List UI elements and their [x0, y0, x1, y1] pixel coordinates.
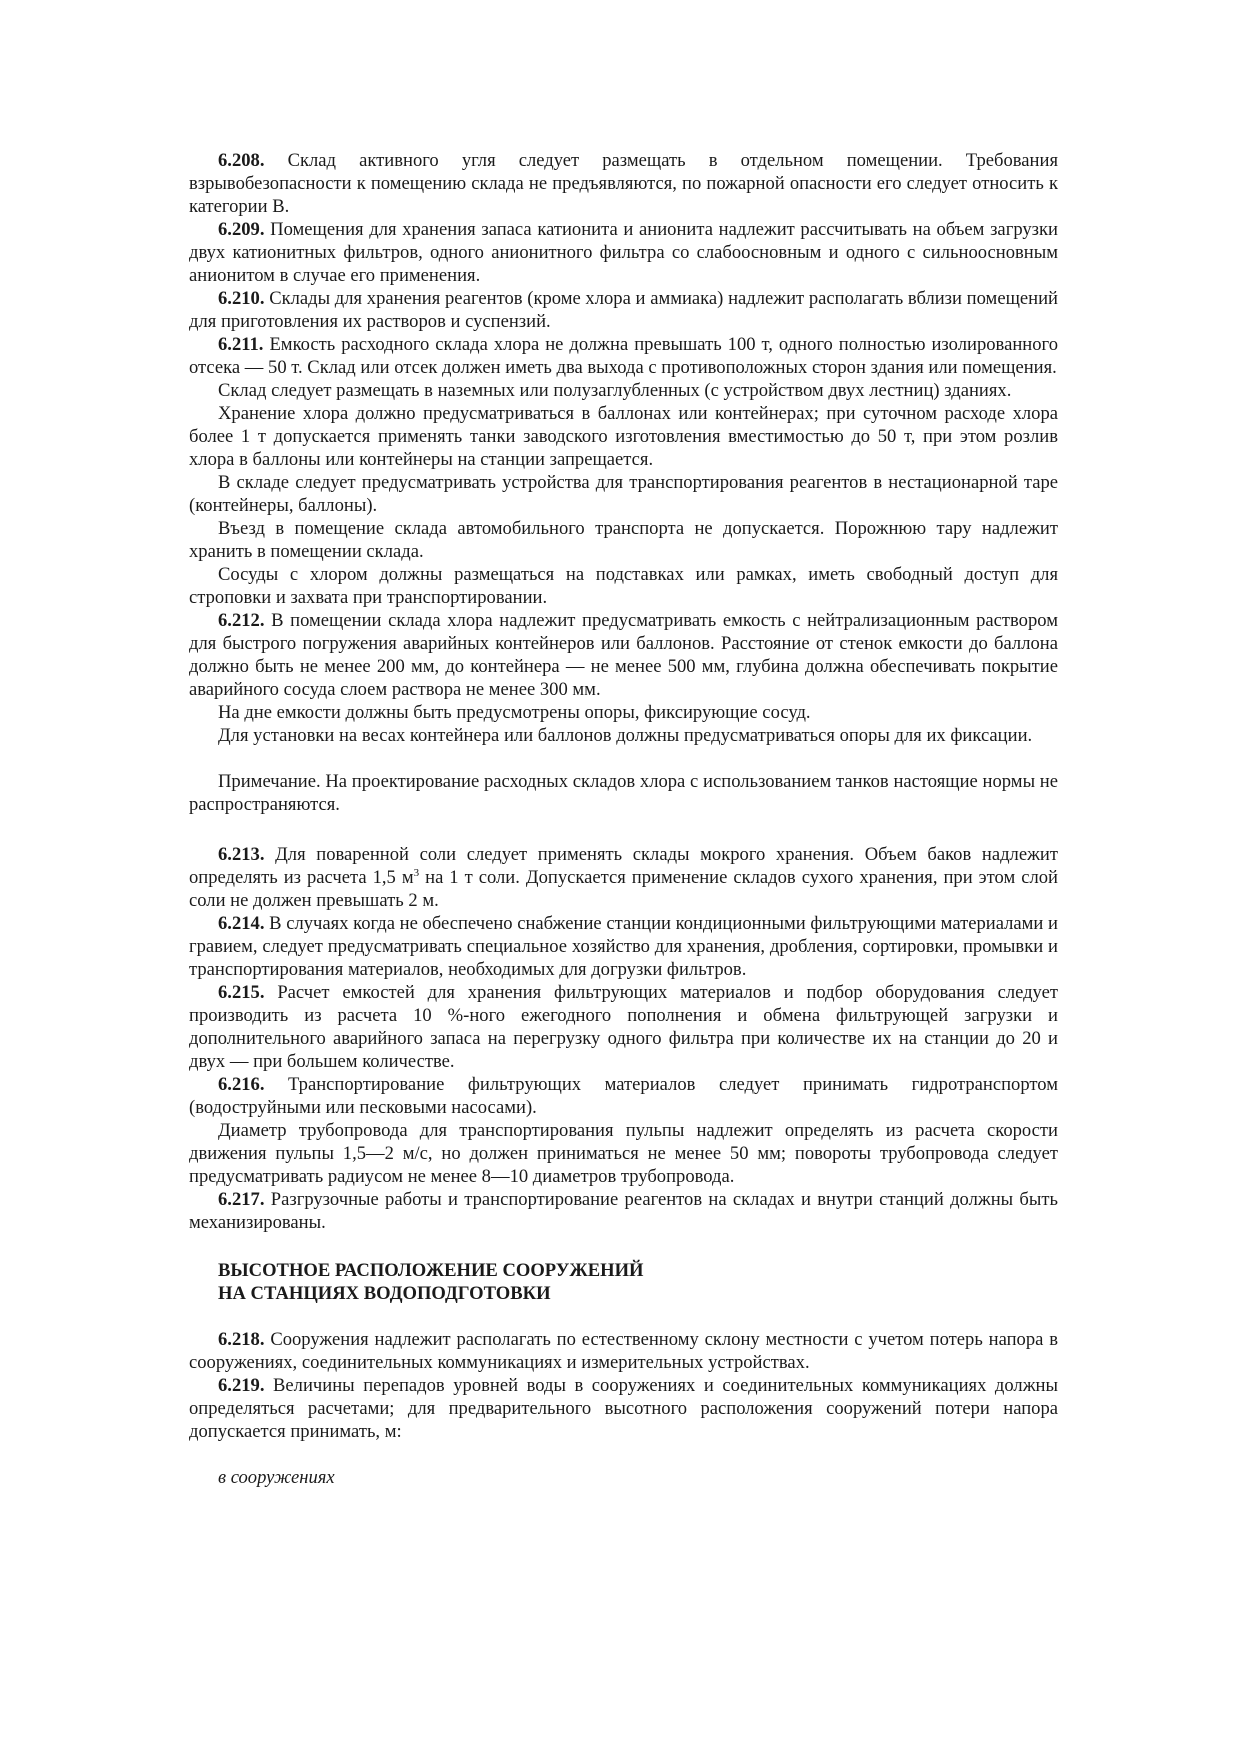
section-heading-line: НА СТАНЦИЯХ ВОДОПОДГОТОВКИ — [218, 1283, 551, 1304]
clause-number: 6.216. — [218, 1074, 265, 1095]
clause-number: 6.211. — [218, 334, 264, 355]
paragraph: Хранение хлора должно предусматриваться в баллонах или контейнерах; при суточном расходе хлора более 1 т допускается применять танки заводского изготовления вместимостью до 50 т, при этом розлив хлора в баллоны или контейнеры на станции запрещается. — [189, 403, 1058, 470]
clause-6-210 — [189, 287, 1058, 333]
superscript: 3 — [413, 867, 420, 879]
clause-number: 6.213. — [218, 844, 265, 865]
clause-text: В случаях когда не обеспечено снабжение станции кондиционными фильтрующими материалами и гравием, следует предусматривать специальное хозяйство для хранения, дробления, сортировки, промывки и транспортирования материалов, необходимых для догрузки фильтров. — [189, 913, 1058, 980]
clause-text: Транспортирование фильтрующих материалов следует принимать гидротранспортом (водоструйными или песковыми насосами). — [189, 1074, 1058, 1118]
note: Примечание. На проектирование расходных складов хлора с использованием танков настоящие нормы не распространяются. — [189, 771, 1058, 815]
paragraph: В складе следует предусматривать устройства для транспортирования реагентов в нестационарной таре (контейнеры, баллоны). — [189, 472, 1058, 516]
clause-text: Разгрузочные работы и транспортирование реагентов на складах и внутри станций должны быть механизированы. — [189, 1189, 1058, 1233]
clause-number: 6.212. — [218, 610, 265, 631]
paragraph: Сосуды с хлором должны размещаться на подставках или рамках, иметь свободный доступ для строповки и захвата при транспортировании. — [189, 564, 1058, 608]
section-heading — [189, 1259, 1058, 1305]
paragraph: Диаметр трубопровода для транспортирования пульпы надлежит определять из расчета скорости движения пульпы 1,5—2 м/с, но должен приниматься не менее 50 мм; повороты трубопровода следует предусматривать радиусом не менее 8—10 диаметров трубопровода. — [189, 1120, 1058, 1187]
paragraph: Склад следует размещать в наземных или полузаглубленных (с устройством двух лестниц) зданиях. — [218, 380, 1012, 401]
clause-6-217 — [189, 1188, 1058, 1234]
clause-text: Помещения для хранения запаса катионита и анионита надлежит рассчитывать на объем загрузки двух катионитных фильтров, одного анионитного фильтра со слабоосновным и одного с сильноосновным анионитом в случае его применения. — [189, 219, 1058, 286]
clause-6-212 — [189, 609, 1058, 701]
clause-text: Расчет емкостей для хранения фильтрующих материалов и подбор оборудования следует производить из расчета 10 %-ного ежегодного пополнения и обмена фильтрующей загрузки и дополнительного аварийного запаса на перегрузку одного фильтра при количестве их на станции до 20 и двух — при большем количестве. — [189, 982, 1058, 1072]
clause-number: 6.208. — [218, 150, 265, 171]
spacer — [189, 816, 1058, 839]
clause-number: 6.219. — [218, 1375, 265, 1396]
clause-6-211 — [189, 333, 1058, 379]
clause-6-213 — [189, 843, 1058, 912]
spacer — [189, 747, 1058, 770]
clause-text: Емкость расходного склада хлора не должна превышать 100 т, одного полностью изолированного отсека — 50 т. Склад или отсек должен иметь два выхода с противоположных сторон здания или помещения. — [189, 334, 1058, 378]
clause-6-219 — [189, 1374, 1058, 1443]
clause-6-215 — [189, 981, 1058, 1073]
paragraph: Для установки на весах контейнера или баллонов должны предусматриваться опоры для их фиксации. — [218, 725, 1033, 746]
clause-text: Склад активного угля следует размещать в отдельном помещении. Требования взрывобезопасности к помещению склада не предъявляются, по пожарной опасности его следует относить к категории В. — [189, 150, 1059, 217]
clause-number: 6.218. — [218, 1329, 265, 1350]
document-page — [189, 149, 1058, 1489]
clause-6-214 — [189, 912, 1058, 981]
subheading: в сооружениях — [218, 1467, 335, 1488]
clause-number: 6.210. — [218, 288, 265, 309]
clause-text: В помещении склада хлора надлежит предусматривать емкость с нейтрализационным раствором для быстрого погружения аварийных контейнеров или баллонов. Расстояние от стенок емкости до баллона должно быть не менее 200 мм, до контейнера — не менее 500 мм, глубина должна обеспечивать покрытие аварийного сосуда слоем раствора не менее 300 мм. — [189, 610, 1058, 700]
clause-number: 6.214. — [218, 913, 265, 934]
section-heading-line: ВЫСОТНОЕ РАСПОЛОЖЕНИЕ СООРУЖЕНИЙ — [218, 1260, 644, 1281]
clause-number: 6.215. — [218, 982, 265, 1003]
clause-6-209 — [189, 218, 1058, 287]
clause-number: 6.217. — [218, 1189, 265, 1210]
clause-text: Склады для хранения реагентов (кроме хлора и аммиака) надлежит располагать вблизи помещений для приготовления их растворов и суспензий. — [189, 288, 1058, 332]
clause-text: Сооружения надлежит располагать по естественному склону местности с учетом потерь напора в сооружениях, соединительных коммуникациях и измерительных устройствах. — [189, 1329, 1058, 1373]
clause-text: Величины перепадов уровней воды в сооружениях и соединительных коммуникациях должны определяться расчетами; для предварительного высотного расположения сооружений потери напора допускается принимать, м: — [189, 1375, 1058, 1442]
paragraph: На дне емкости должны быть предусмотрены опоры, фиксирующие сосуд. — [218, 702, 811, 723]
clause-6-218 — [189, 1328, 1058, 1374]
clause-text: Для поваренной соли следует применять склады мокрого хранения. Объем баков надлежит определять из расчета 1,5 м — [189, 844, 1058, 888]
clause-number: 6.209. — [218, 219, 265, 240]
paragraph: Въезд в помещение склада автомобильного транспорта не допускается. Порожнюю тару надлежит хранить в помещении склада. — [189, 518, 1058, 562]
clause-6-216 — [189, 1073, 1058, 1119]
clause-text: на 1 т соли. Допускается применение складов сухого хранения, при этом слой соли не должен превышать 2 м. — [189, 867, 1059, 911]
clause-6-208 — [189, 149, 1058, 218]
